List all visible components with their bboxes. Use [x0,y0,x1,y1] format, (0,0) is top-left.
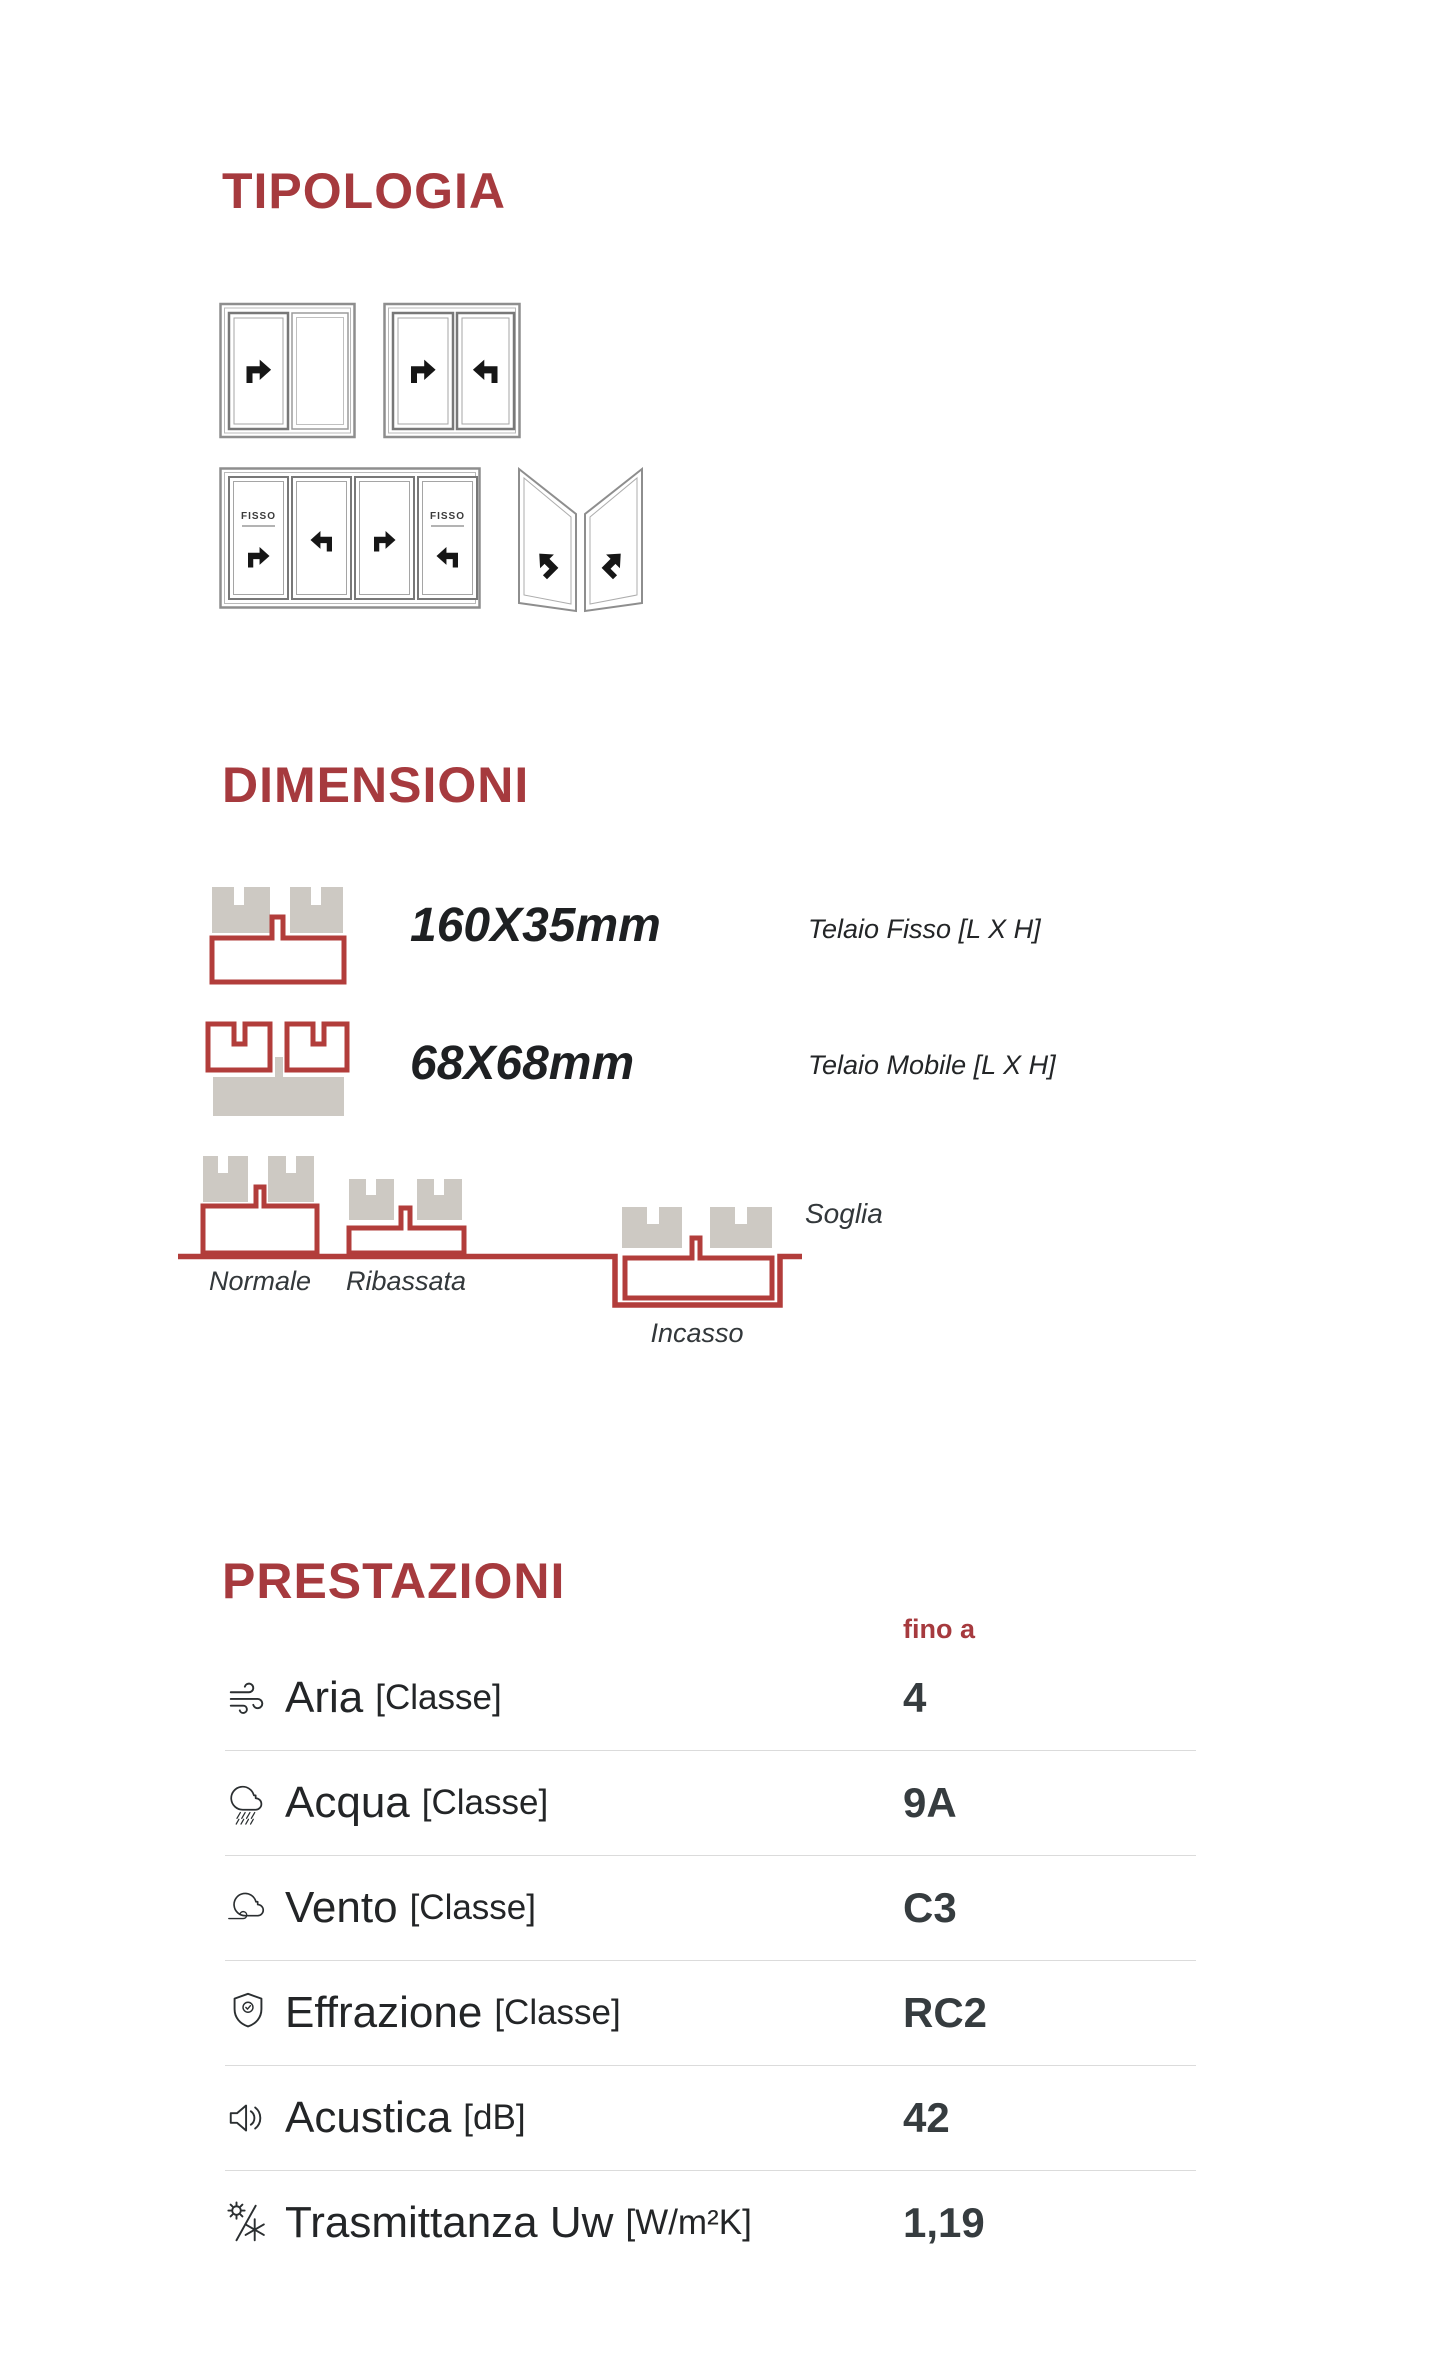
table-row-effrazione [225,1960,1196,2065]
performance-value: C3 [903,1884,957,1931]
shield-check-icon [225,1990,271,2036]
performance-unit: [Classe] [494,1993,621,2032]
dimension-label: Telaio Mobile [L X H] [808,1050,1056,1080]
soglia-type-label: Incasso [650,1318,744,1348]
performance-name: Acqua [285,1778,410,1827]
wind-cloud-icon [225,1885,271,1931]
window-diagram-sliding-over-fixed [219,300,356,440]
section-title-dimensioni: DIMENSIONI [222,757,530,813]
rain-cloud-icon [225,1780,271,1826]
soglia-type-label: Ribassata [345,1266,467,1296]
performance-name: Aria [285,1673,364,1722]
soglia-label: Soglia [805,1198,883,1229]
performance-unit: [W/m²K] [625,2203,752,2242]
performance-unit: [Classe] [421,1783,549,1822]
performance-value: 4 [903,1674,927,1721]
performance-unit: [Classe] [409,1888,536,1927]
performance-unit: [Classe] [375,1678,502,1717]
performance-value: RC2 [903,1989,988,2036]
performance-value: 9A [903,1779,957,1826]
performance-value: 1,19 [903,2199,985,2246]
table-row-vento [225,1855,1196,1960]
table-row-acqua [225,1750,1196,1855]
performance-name: Vento [285,1883,398,1932]
speaker-icon [225,2095,271,2141]
soglia-type-label: Normale [208,1266,312,1296]
window-diagram-corner [517,467,644,617]
dimension-size: 160X35mm [410,899,661,952]
performance-unit: [dB] [463,2098,526,2137]
wind-icon [225,1675,271,1721]
profile-drawing-telaio-mobile [200,1016,356,1122]
window-diagram-four-panels [219,465,481,611]
performance-name: Trasmittanza Uw [285,2198,614,2247]
window-diagram-two-sashes [383,300,521,440]
table-row-acustica [225,2065,1196,2170]
section-title-tipologia: TIPOLOGIA [222,163,506,219]
profile-drawing-telaio-fisso [200,878,356,988]
table-row-trasmittanza [225,2170,1196,2275]
performance-table [225,1646,1196,2275]
performance-name: Effrazione [285,1988,483,2037]
performance-name: Acustica [285,2093,452,2142]
dimension-label: Telaio Fisso [L X H] [808,914,1041,944]
performance-value: 42 [903,2094,950,2141]
fisso-panel-label: FISSO [240,511,277,522]
sun-snowflake-icon [225,2200,271,2246]
fisso-panel-label: FISSO [429,511,466,522]
performance-column-header: fino a [903,1614,975,1644]
table-row-aria [225,1646,1196,1750]
section-title-prestazioni: PRESTAZIONI [222,1553,566,1609]
dimension-size: 68X68mm [410,1037,635,1090]
